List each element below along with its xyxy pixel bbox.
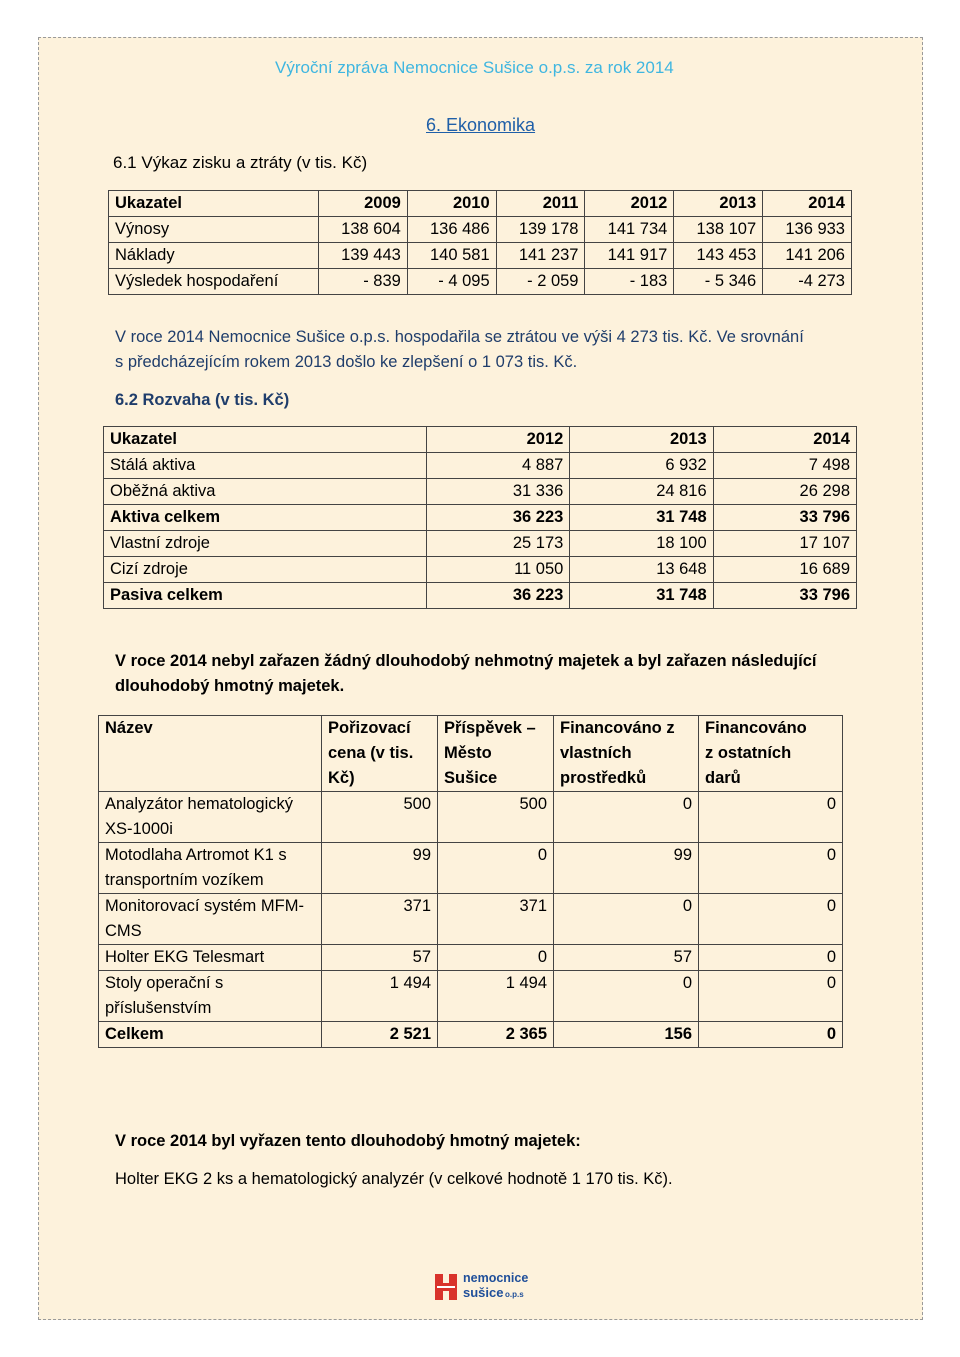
value-cell: 6 932 <box>570 453 713 479</box>
item-name: Celkem <box>99 1022 322 1048</box>
header-cell: Financováno z ostatních darů <box>699 716 843 792</box>
table-row <box>109 269 852 295</box>
table-row <box>104 505 857 531</box>
value-cell: 2 521 <box>322 1022 438 1048</box>
value-cell: 1 494 <box>438 971 554 1022</box>
value-cell: 13 648 <box>570 557 713 583</box>
value-cell: - 5 346 <box>674 269 763 295</box>
value-cell: 18 100 <box>570 531 713 557</box>
header-cell: Ukazatel <box>104 427 427 453</box>
table-row <box>104 583 857 609</box>
value-cell: 141 917 <box>585 243 674 269</box>
header-cell: 2012 <box>585 191 674 217</box>
item-name: Stoly operační s příslušenstvím <box>99 971 322 1022</box>
table-row <box>109 243 852 269</box>
logo-text-line-1: nemocnice <box>463 1271 529 1285</box>
header-cell: 2013 <box>674 191 763 217</box>
income-note-line-1: V roce 2014 Nemocnice Sušice o.p.s. hospodařila se ztrátou ve výši 4 273 tis. Kč. Ve srovnání <box>115 328 804 346</box>
disposed-assets-text: Holter EKG 2 ks a hematologický analyzér (v celkové hodnotě 1 170 tis. Kč). <box>115 1170 673 1188</box>
row-label: Vlastní zdroje <box>104 531 427 557</box>
row-label: Stálá aktiva <box>104 453 427 479</box>
header-cell: 2011 <box>496 191 585 217</box>
value-cell: 138 107 <box>674 217 763 243</box>
value-cell: - 2 059 <box>496 269 585 295</box>
value-cell: 36 223 <box>427 583 570 609</box>
row-label: Pasiva celkem <box>104 583 427 609</box>
value-cell: 25 173 <box>427 531 570 557</box>
assets-intro-line-1: V roce 2014 nebyl zařazen žádný dlouhodobý nehmotný majetek a byl zařazen následující <box>115 652 817 670</box>
table-row <box>104 531 857 557</box>
table-row <box>99 971 843 1022</box>
value-cell: 0 <box>554 971 699 1022</box>
income-note-line-2: s předcházejícím rokem 2013 došlo ke zlepšení o 1 073 tis. Kč. <box>115 353 578 371</box>
value-cell: 31 336 <box>427 479 570 505</box>
header-cell: 2009 <box>319 191 408 217</box>
balance-sheet-title: 6.2 Rozvaha (v tis. Kč) <box>115 391 290 409</box>
value-cell: - 4 095 <box>407 269 496 295</box>
header-cell: 2014 <box>713 427 856 453</box>
table-row <box>99 945 843 971</box>
header-cell: Pořizovací cena (v tis. Kč) <box>322 716 438 792</box>
header-cell: Ukazatel <box>109 191 319 217</box>
value-cell: 500 <box>322 792 438 843</box>
value-cell: 141 206 <box>763 243 852 269</box>
row-label: Aktiva celkem <box>104 505 427 531</box>
table-row <box>99 894 843 945</box>
header-cell: Název <box>99 716 322 792</box>
value-cell: 57 <box>554 945 699 971</box>
value-cell: 371 <box>438 894 554 945</box>
value-cell: 0 <box>554 894 699 945</box>
income-statement-table <box>108 190 852 295</box>
header-cell: Financováno z vlastních prostředků <box>554 716 699 792</box>
value-cell: 156 <box>554 1022 699 1048</box>
table-row <box>99 792 843 843</box>
table-header-row <box>109 191 852 217</box>
item-name: Analyzátor hematologický XS-1000i <box>99 792 322 843</box>
value-cell: 17 107 <box>713 531 856 557</box>
table-row <box>104 479 857 505</box>
assets-intro-line-2: dlouhodobý hmotný majetek. <box>115 677 345 695</box>
logo-text-line-2: sušice <box>463 1285 504 1300</box>
row-label: Oběžná aktiva <box>104 479 427 505</box>
value-cell: 7 498 <box>713 453 856 479</box>
value-cell: - 183 <box>585 269 674 295</box>
table-row <box>104 453 857 479</box>
value-cell: 140 581 <box>407 243 496 269</box>
header-cell: 2010 <box>407 191 496 217</box>
report-header-title: Výroční zpráva Nemocnice Sušice o.p.s. za rok 2014 <box>275 58 674 77</box>
value-cell: 99 <box>554 843 699 894</box>
value-cell: 139 178 <box>496 217 585 243</box>
row-label: Náklady <box>109 243 319 269</box>
row-label: Cizí zdroje <box>104 557 427 583</box>
row-label: Výnosy <box>109 217 319 243</box>
item-name: Motodlaha Artromot K1 s transportním vozíkem <box>99 843 322 894</box>
table-row <box>104 557 857 583</box>
value-cell: 0 <box>438 843 554 894</box>
row-label: Výsledek hospodaření <box>109 269 319 295</box>
value-cell: 1 494 <box>322 971 438 1022</box>
table-row <box>109 217 852 243</box>
value-cell: 36 223 <box>427 505 570 531</box>
balance-sheet-table <box>103 426 857 609</box>
value-cell: 138 604 <box>319 217 408 243</box>
table-row <box>99 1022 843 1048</box>
value-cell: 136 933 <box>763 217 852 243</box>
value-cell: 26 298 <box>713 479 856 505</box>
value-cell: 16 689 <box>713 557 856 583</box>
value-cell: 33 796 <box>713 583 856 609</box>
value-cell: 143 453 <box>674 243 763 269</box>
value-cell: 136 486 <box>407 217 496 243</box>
value-cell: -4 273 <box>763 269 852 295</box>
value-cell: 0 <box>699 843 843 894</box>
value-cell: 500 <box>438 792 554 843</box>
section-title[interactable]: 6. Ekonomika <box>426 115 536 135</box>
value-cell: 57 <box>322 945 438 971</box>
value-cell: 4 887 <box>427 453 570 479</box>
disposed-assets-title: V roce 2014 byl vyřazen tento dlouhodobý hmotný majetek: <box>115 1132 581 1150</box>
nemocnice-susice-logo <box>433 1270 528 1304</box>
value-cell: 33 796 <box>713 505 856 531</box>
item-name: Monitorovací systém MFM-CMS <box>99 894 322 945</box>
assets-table <box>98 715 843 1048</box>
value-cell: 99 <box>322 843 438 894</box>
header-cell: 2012 <box>427 427 570 453</box>
value-cell: 11 050 <box>427 557 570 583</box>
value-cell: 141 734 <box>585 217 674 243</box>
value-cell: 371 <box>322 894 438 945</box>
logo-text-suffix: o.p.s <box>505 1290 524 1299</box>
value-cell: - 839 <box>319 269 408 295</box>
value-cell: 31 748 <box>570 505 713 531</box>
value-cell: 139 443 <box>319 243 408 269</box>
value-cell: 2 365 <box>438 1022 554 1048</box>
income-statement-title: 6.1 Výkaz zisku a ztráty (v tis. Kč) <box>113 153 368 172</box>
header-cell: 2013 <box>570 427 713 453</box>
value-cell: 24 816 <box>570 479 713 505</box>
value-cell: 0 <box>699 894 843 945</box>
value-cell: 0 <box>699 945 843 971</box>
value-cell: 0 <box>699 792 843 843</box>
header-cell: 2014 <box>763 191 852 217</box>
value-cell: 31 748 <box>570 583 713 609</box>
table-header-row <box>99 716 843 792</box>
value-cell: 0 <box>699 971 843 1022</box>
value-cell: 141 237 <box>496 243 585 269</box>
value-cell: 0 <box>699 1022 843 1048</box>
value-cell: 0 <box>438 945 554 971</box>
value-cell: 0 <box>554 792 699 843</box>
table-row <box>99 843 843 894</box>
table-header-row <box>104 427 857 453</box>
item-name: Holter EKG Telesmart <box>99 945 322 971</box>
header-cell: Příspěvek – Město Sušice <box>438 716 554 792</box>
